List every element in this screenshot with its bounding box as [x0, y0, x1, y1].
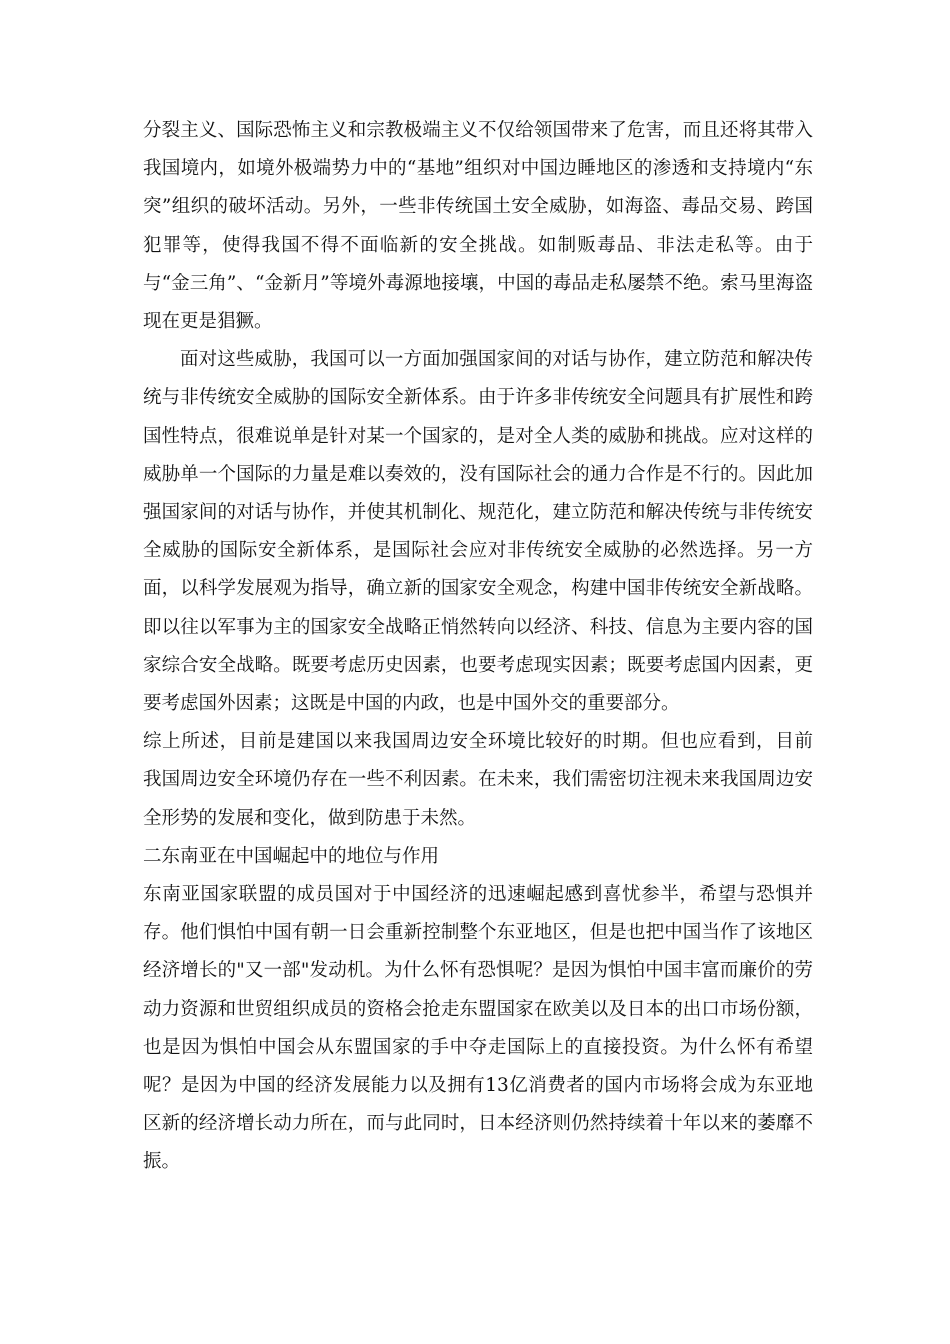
paragraph-summary: 综上所述，目前是建国以来我国周边安全环境比较好的时期。但也应看到，目前 我国周边安全环境仍存在一些不利因素。在未来，我们需密切注视未来我国周边安全形势的发展和变化，做到防患于未然。 — [143, 731, 813, 829]
paragraph-countermeasures: 面对这些威胁，我国可以一方面加强国家间的对话与协作，建立防范和解决传统与非传统安全威胁的国际安全新体系。由于许多非传统安全问题具有扩展性和跨国性特点，很难说单是针对某一个国家的，是对全人类的威胁和挑战。应对这样的威胁单一个国际的力量是难以奏效的，没有国际社会的通力合作是不行的。因此加强国家间的对话与协作，并使其机制化、规范化，建立防范和解决传统与非传统安全威胁的国际安全新体系，是国际社会应对非传统安全威胁的必然选择。另一方面，以科学发展观为指导，确立新的国家安全观念，构建中国非传统安全新战略。即以往以军事为主的国家安全战略正悄然转向以经济、科技、信息为主要内容的国家综合安全战略。既要考虑历史因素，也要考虑现实因素；既要考虑国内因素，更要考虑国外因素；这既是中国的内政，也是中国外交的重要部分。 — [143, 349, 813, 715]
paragraph-southeast-asia: 东南亚国家联盟的成员国对于中国经济的迅速崛起感到喜忧参半，希望与恐惧并存。他们惧怕中国有朝一日会重新控制整个东亚地区，但是也把中国当作了该地区经济增长的"又一部"发动机。为什么怀有恐惧呢？是因为惧怕中国丰富而廉价的劳动力资源和世贸组织成员的资格会抢走东盟国家在欧美以及日本的出口市场份额，也是因为惧怕中国会从东盟国家的手中夺走国际上的直接投资。为什么怀有希望呢？是因为中国的经济发展能力以及拥有13亿消费者的国内市场将会成为东亚地区新的经济增长动力所在，而与此同时，日本经济则仍然持续着十年以来的萎靡不振。 — [143, 884, 813, 1173]
section-heading: 二东南亚在中国崛起中的地位与作用 — [143, 845, 440, 867]
paragraph-security-threats: 分裂主义、国际恐怖主义和宗教极端主义不仅给领国带来了危害，而且还将其带入我国境内，如境外极端势力中的“基地”组织对中国边睡地区的渗透和支持境内“东突”组织的破坏活动。另外，一些非传统国土安全威胁，如海盗、毒品交易、跨国犯罪等，使得我国不得不面临新的安全挑战。如制贩毒品、非法走私等。由于与“金三角”、“金新月”等境外毒源地接壤，中国的毒品走私屡禁不绝。索马里海盗现在更是猖獗。 — [143, 120, 813, 333]
document-page — [143, 112, 813, 1182]
